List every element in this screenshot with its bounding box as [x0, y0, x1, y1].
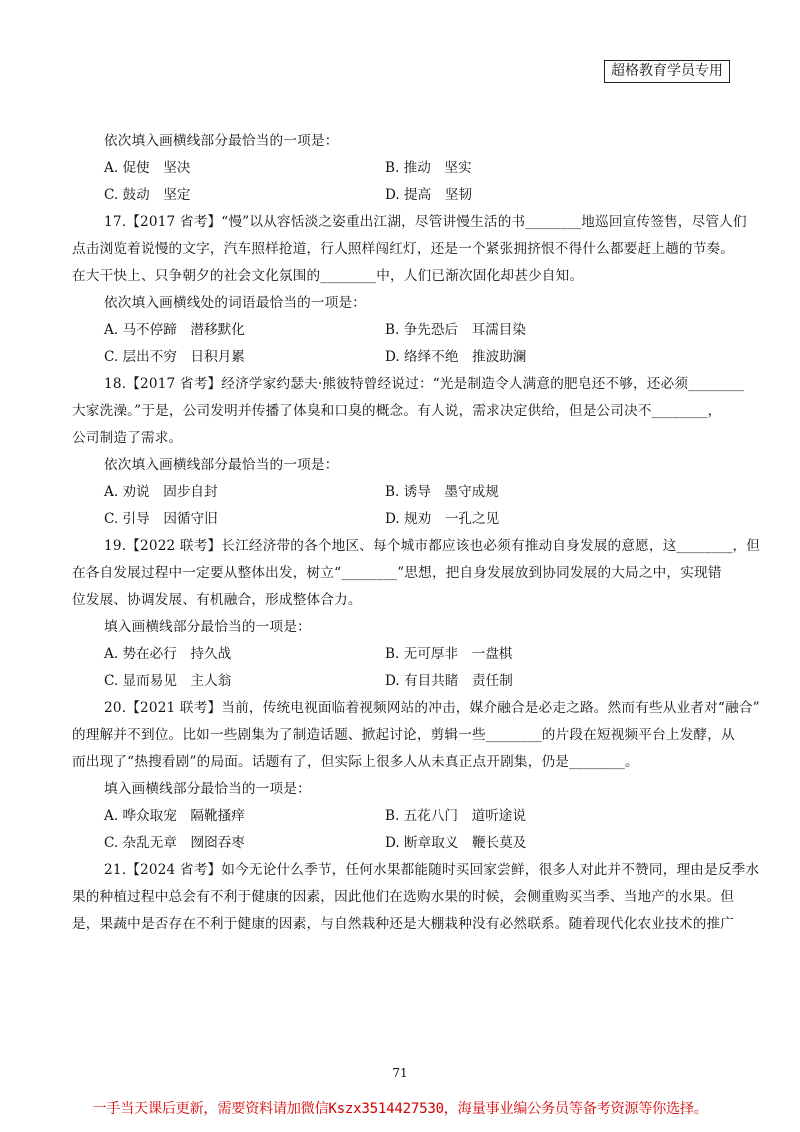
- footer-promo-note: 一手当天课后更新，需要资料请加微信Kszx3514427530，海量事业编公务员等备考资源等你选择。: [92, 1101, 708, 1117]
- q20-option-d: D. 断章取义 鞭长莫及: [385, 835, 527, 851]
- q17-prompt: 依次填入画横线处的词语最恰当的一项是：: [104, 295, 367, 311]
- q18-stem-line-3: 公司制造了需求。: [72, 430, 183, 446]
- q17-stem-line-1: 17.【2017 省考】“慢”以从容恬淡之姿重出江湖，尽管讲慢生活的书________地巡回宣传签售，尽管人们: [104, 214, 747, 230]
- q18-option-b: B. 诱导 墨守成规: [385, 484, 499, 500]
- q18-options-row-2: [104, 506, 724, 533]
- q20-options-row-1: [104, 803, 724, 830]
- q19-stem-line-3: 位发展、协调发展、有机融合，形成整体合力。: [72, 592, 362, 608]
- q19-option-d: D. 有目共睹 责任制: [385, 673, 513, 689]
- q17-stem-line-3: 在大干快上、只争朝夕的社会文化氛围的________中，人们已渐次固化却甚少自知。: [72, 268, 584, 284]
- q17-stem-line-2: 点击浏览着说慢的文字，汽车照样抢道，行人照样闯红灯，还是一个紧张拥挤恨不得什么都要赶上趟的节奏。: [72, 241, 735, 257]
- q16-option-d: D. 提高 坚韧: [385, 187, 473, 203]
- page-number: 71: [392, 1066, 408, 1080]
- q21-stem-line-3: 是，果蔬中是否存在不利于健康的因素，与自然栽种还是大棚栽种没有必然联系。随着现代化农业技术的推广: [72, 916, 735, 932]
- q18-option-d: D. 规劝 一孔之见: [385, 511, 500, 527]
- q18-option-c: C. 引导 因循守旧: [104, 511, 218, 527]
- q20-options-row-2: [104, 830, 724, 857]
- q19-stem-line-2: 在各自发展过程中一定要从整体出发，树立“________”思想，把自身发展放到协同发展的大局之中，实现错: [72, 565, 722, 581]
- q16-options-row-1: [104, 155, 724, 182]
- q16-option-c: C. 鼓动 坚定: [104, 187, 191, 203]
- q20-stem-line-2: 的理解并不到位。比如一些剧集为了制造话题、掀起讨论，剪辑一些________的片段在短视频平台上发酵，从: [72, 727, 735, 743]
- header-badge: 超格教育学员专用: [604, 60, 730, 83]
- q16-option-a: A. 促使 坚决: [104, 160, 191, 176]
- q20-stem-line-3: 而出现了“热搜看剧”的局面。话题有了，但实际上很多人从未真正点开剧集，仍是________。: [72, 754, 639, 770]
- q17-options-row-1: [104, 317, 724, 344]
- q20-option-a: A. 哗众取宠 隔靴搔痒: [104, 808, 245, 824]
- q16-options-row-2: [104, 182, 724, 209]
- q19-option-a: A. 势在必行 持久战: [104, 646, 232, 662]
- q19-option-b: B. 无可厚非 一盘棋: [385, 646, 513, 662]
- q20-stem-line-1: 20.【2021 联考】当前，传统电视面临着视频网站的冲击，媒介融合是必走之路。然而有些从业者对“融合”: [104, 700, 760, 716]
- q16-prompt: 依次填入画横线部分最恰当的一项是：: [104, 133, 339, 149]
- q20-option-b: B. 五花八门 道听途说: [385, 808, 526, 824]
- q17-option-a: A. 马不停蹄 潜移默化: [104, 322, 245, 338]
- q19-prompt: 填入画横线部分最恰当的一项是：: [104, 619, 311, 635]
- q19-options-row-2: [104, 668, 724, 695]
- q19-option-c: C. 显而易见 主人翁: [104, 673, 232, 689]
- q19-stem-line-1: 19.【2022 联考】长江经济带的各个地区、每个城市都应该也必须有推动自身发展的意愿，这________，但: [104, 538, 761, 554]
- q20-option-c: C. 杂乱无章 囫囵吞枣: [104, 835, 245, 851]
- document-body: [72, 128, 761, 938]
- q21-stem-line-2: 果的种植过程中总会有不利于健康的因素，因此他们在选购水果的时候，会侧重购买当季、当地产的水果。但: [72, 889, 735, 905]
- q18-stem-line-1: 18.【2017 省考】经济学家约瑟夫·熊彼特曾经说过：“光是制造令人满意的肥皂还不够，还必须________: [104, 376, 745, 392]
- q18-options-row-1: [104, 479, 724, 506]
- q20-prompt: 填入画横线部分最恰当的一项是：: [104, 781, 311, 797]
- q18-prompt: 依次填入画横线部分最恰当的一项是：: [104, 457, 339, 473]
- q16-option-b: B. 推动 坚实: [385, 160, 472, 176]
- q19-options-row-1: [104, 641, 724, 668]
- q17-option-d: D. 络绎不绝 推波助澜: [385, 349, 527, 365]
- q21-stem-line-1: 21.【2024 省考】如今无论什么季节，任何水果都能随时买回家尝鲜，很多人对此并不赞同，理由是反季水: [104, 862, 760, 878]
- q17-option-c: C. 层出不穷 日积月累: [104, 349, 245, 365]
- q18-option-a: A. 劝说 固步自封: [104, 484, 218, 500]
- q17-options-row-2: [104, 344, 724, 371]
- q17-option-b: B. 争先恐后 耳濡目染: [385, 322, 526, 338]
- q18-stem-line-2: 大家洗澡。”于是，公司发明并传播了体臭和口臭的概念。有人说，需求决定供给，但是公司决不________，: [72, 403, 722, 419]
